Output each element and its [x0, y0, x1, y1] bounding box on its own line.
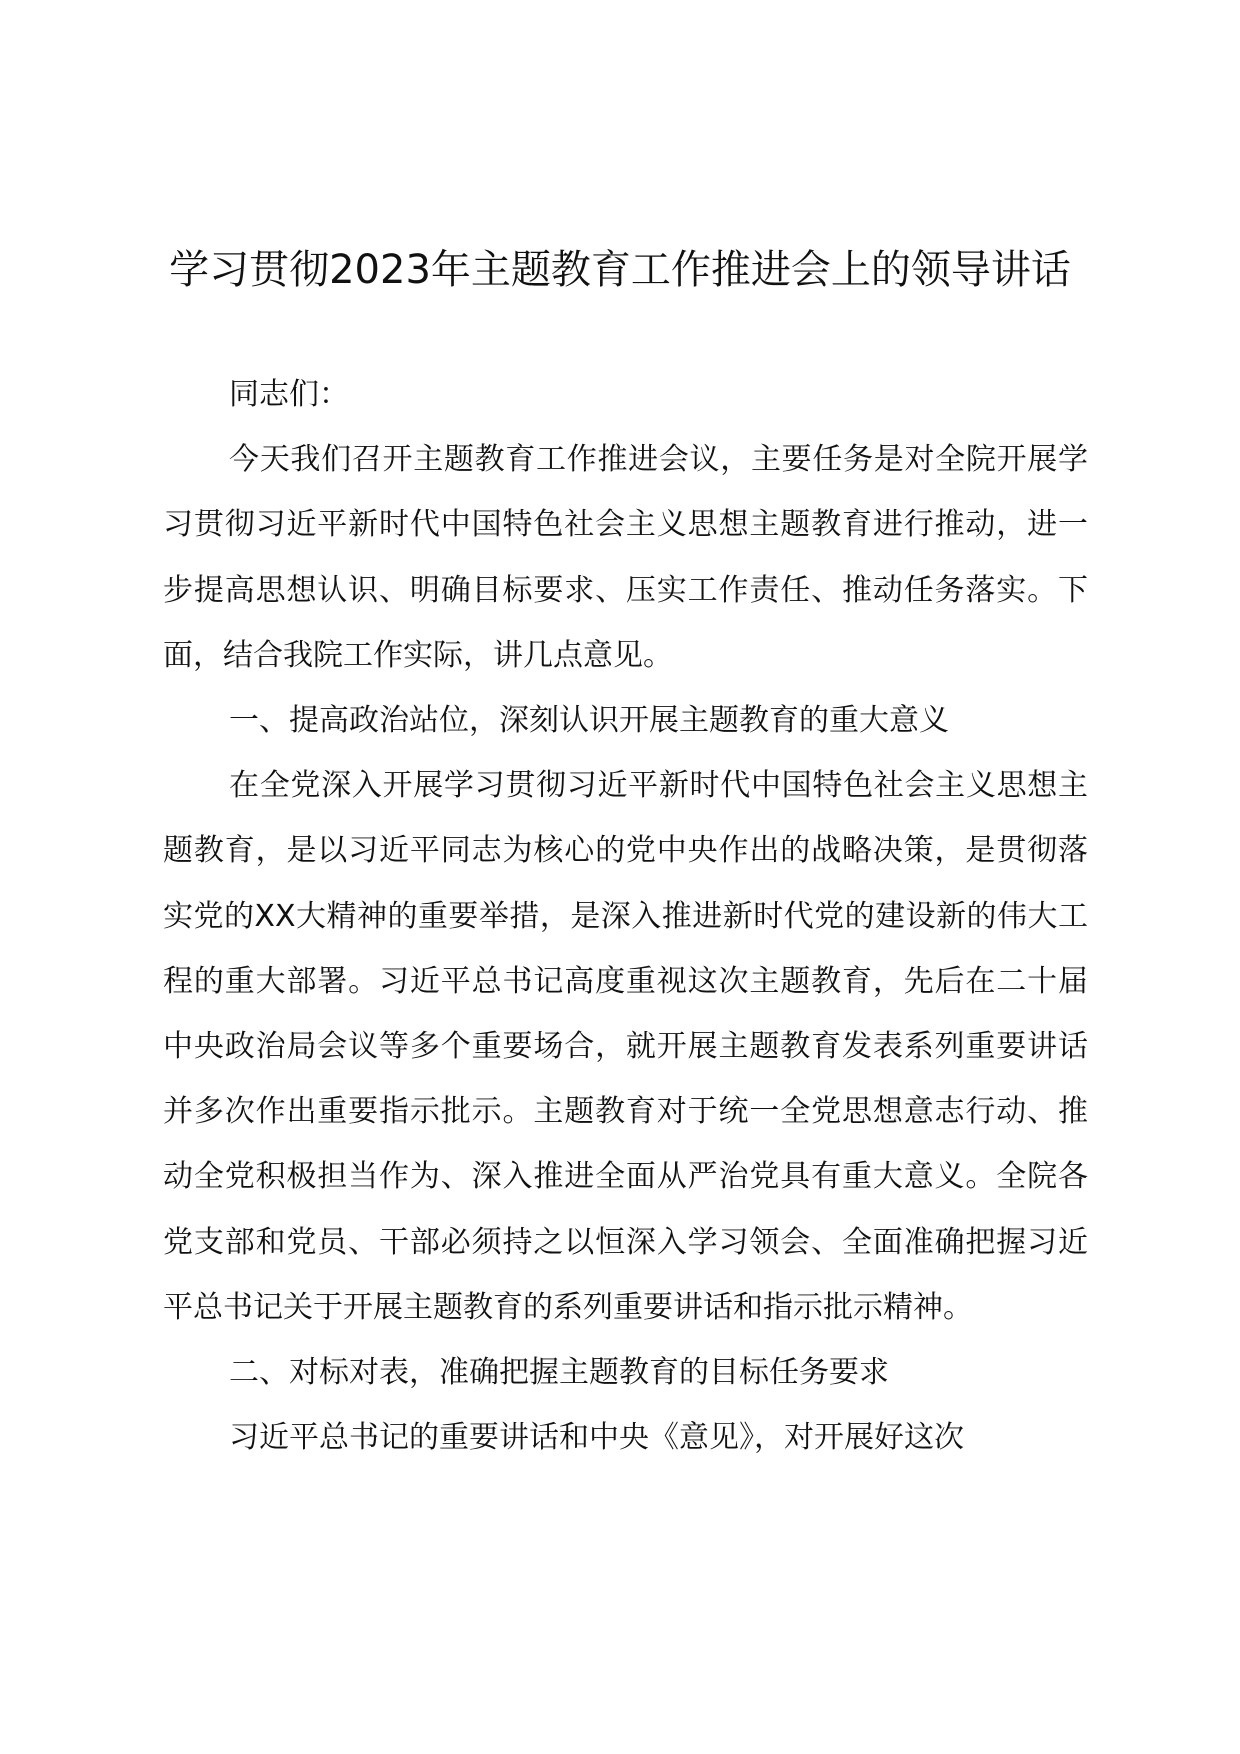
- document-body: [163, 362, 1088, 1470]
- salutation: 同志们：: [229, 377, 349, 412]
- section-heading-1: 一、提高政治站位，深刻认识开展主题教育的重大意义: [229, 703, 949, 739]
- section-heading-2: 二、对标对表，准确把握主题教育的目标任务要求: [229, 1355, 889, 1391]
- section-1-paragraph: 在全党深入开展学习贯彻习近平新时代中国特色社会主义思想主题教育，是以习近平同志为核心的党中央作出的战略决策，是贯彻落实党的XX大精神的重要举措，是深入推进新时代党的建设新的伟大工程的重大部署。习近平总书记高度重视这次主题教育，先后在二十届中央政治局会议等多个重要场合，就开展主题教育发表系列重要讲话并多次作出重要指示批示。主题教育对于统一全党思想意志行动、推动全党积极担当作为、深入推进全面从严治党具有重大意义。全院各党支部和党员、干部必须持之以恒深入学习领会、全面准确把握习近平总书记关于开展主题教育的系列重要讲话和指示批示精神。: [163, 768, 1088, 1325]
- document-title: 学习贯彻2023年主题教育工作推进会上的领导讲话: [169, 247, 1071, 293]
- section-2-paragraph: 习近平总书记的重要讲话和中央《意见》，对开展好这次: [229, 1420, 964, 1456]
- intro-paragraph: 今天我们召开主题教育工作推进会议，主要任务是对全院开展学习贯彻习近平新时代中国特色社会主义思想主题教育进行推动，进一步提高思想认识、明确目标要求、压实工作责任、推动任务落实。下面，结合我院工作实际，讲几点意见。: [163, 442, 1088, 673]
